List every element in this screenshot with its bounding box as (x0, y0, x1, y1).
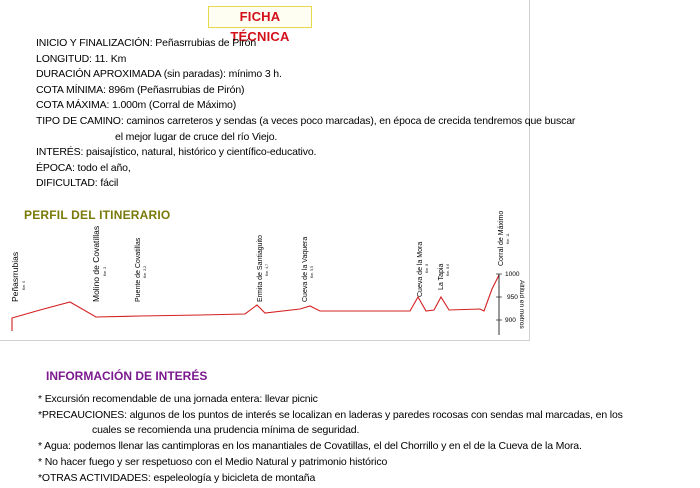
waypoint-km: Km. 0 (22, 280, 26, 290)
spec-value: fácil (97, 177, 119, 190)
waypoint-label: Molino de Covatillas (91, 225, 101, 302)
waypoint-km: Km. 5,5 (310, 265, 314, 278)
spec-cota-minima (36, 83, 676, 99)
spec-value: Peñasrrubias de Pirón (152, 37, 257, 49)
waypoint-km: Km. 11 (506, 233, 510, 244)
elevation-line (12, 275, 499, 331)
waypoint-km: Km. 2,2 (143, 265, 147, 278)
spec-label: COTA MÁXIMA: (36, 99, 110, 112)
waypoint-km: Km. 8 (425, 263, 429, 273)
spec-value: paisajístico, natural, histórico y científico-educativo. (83, 146, 317, 159)
spec-cota-maxima (36, 98, 676, 114)
waypoint-label: Ermita de Santiaguito (257, 235, 264, 302)
spec-tipo-camino-cont (36, 130, 676, 146)
profile-heading: PERFIL DEL ITINERARIO (24, 208, 171, 222)
info-item: *PRECAUCIONES: algunos de los puntos de interés se localizan en laderas y paredes rocosas con sendas mal marcadas, en los (38, 408, 623, 421)
waypoint-label: La Tapia (438, 263, 445, 290)
waypoint-label: Puente de Covatillas (135, 237, 142, 302)
spec-label: DIFICULTAD: (36, 177, 98, 190)
spec-label: COTA MÍNIMA: (36, 83, 106, 96)
spec-inicio (36, 36, 676, 52)
altitude-axis-label: Altitud en metros (518, 280, 525, 329)
spec-label: DURACIÓN APROXIMADA (sin paradas): (36, 68, 226, 81)
ficha-spec-list (36, 36, 676, 192)
waypoint-label: Peñasrrubias (10, 251, 20, 302)
spec-tipo-camino (36, 114, 676, 130)
waypoint-km: Km. 4,7 (265, 263, 269, 276)
info-item: * Agua: podemos llenar las cantimploras en los manantiales de Covatillas, el del Chorrillo y en el de la Cueva de la Mora. (38, 440, 582, 453)
info-heading: INFORMACIÓN DE INTERÉS (46, 369, 208, 383)
spec-value: todo el año, (74, 161, 131, 174)
spec-label: LONGITUD: (36, 52, 92, 65)
spec-value: 1.000m (Corral de Máximo) (109, 99, 237, 112)
info-item: * No hacer fuego y ser respetuoso con el Medio Natural y patrimonio histórico (38, 455, 388, 468)
spec-value: 11. Km (91, 52, 127, 65)
spec-value: el mejor lugar de cruce del río Viejo. (115, 130, 278, 143)
axis-tick-label: 900 (505, 317, 516, 324)
spec-value: mínimo 3 h. (225, 68, 282, 81)
info-list (38, 392, 700, 486)
spec-epoca (36, 161, 676, 177)
waypoint-km: Km. 8,6 (446, 263, 450, 276)
spec-label: ÉPOCA: (36, 161, 75, 174)
info-item: * Excursión recomendable de una jornada entera: llevar picnic (38, 393, 318, 405)
info-item: cuales se recomienda una prudencia mínima de seguridad. (92, 424, 360, 437)
waypoint-km: Km. 2 (103, 266, 107, 276)
spec-value: caminos carreteros y sendas (a veces poco marcadas), en época de crecida tendremos que buscar (123, 114, 576, 127)
axis-tick-label: 1000 (505, 271, 520, 278)
waypoint-label: Corral de Máximo (498, 210, 505, 266)
axis-tick-label: 950 (507, 294, 518, 301)
spec-value: 896m (Peñasrrubias de Pirón) (105, 83, 245, 96)
spec-label: TIPO DE CAMINO: (36, 114, 124, 127)
spec-longitud (36, 52, 676, 68)
info-item: *OTRAS ACTIVIDADES: espeleología y bicicleta de montaña (38, 471, 316, 484)
waypoint-label: Cueva de la Mora (417, 241, 424, 297)
spec-interes (36, 145, 676, 161)
spec-label: INICIO Y FINALIZACIÓN: (36, 37, 153, 49)
spec-duracion (36, 67, 676, 83)
ficha-title: FICHA TÉCNICA (208, 6, 312, 28)
waypoint-label: Cueva de la Vaquera (302, 236, 309, 302)
spec-label: INTERÉS: (36, 146, 84, 159)
